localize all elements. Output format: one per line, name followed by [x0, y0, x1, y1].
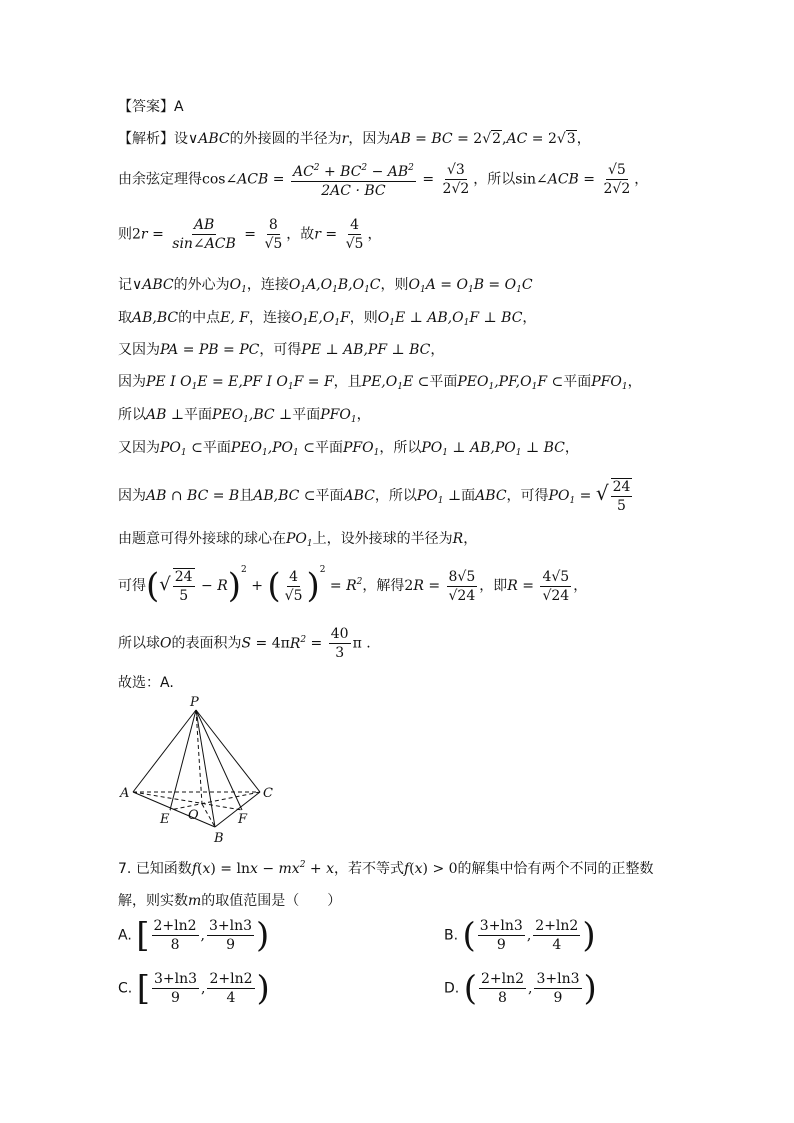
option-a[interactable]: A. [ $\frac{2+\ln 2}{8}$ , $\frac{3+\ln 3}{9}$ ) — [118, 915, 270, 956]
analysis-line-1: 【解析】设∨ABC的外接圆的半径为r，因为AB = BC = 2√2,AC = 2√3， — [118, 131, 591, 147]
den: 4 — [226, 990, 236, 1006]
text: 则 — [118, 226, 132, 243]
label-e: E — [160, 812, 170, 827]
text: ，因为 — [348, 131, 391, 147]
text: 平面 — [202, 440, 231, 456]
text: 面 — [461, 488, 476, 504]
text: 已知函数 — [135, 861, 192, 877]
analysis-line-10: 因为AB ∩ BC = B且AB,BC ⊂平面ABC，所以$PO_1$ ⊥面ABC，可得$PO_1$ = √ $\frac{24}{5}$ — [118, 479, 631, 514]
text: 的外心为 — [173, 277, 230, 293]
conclusion: 故选：A. — [118, 675, 174, 691]
option-letter: C. — [118, 980, 133, 997]
option-letter: D. — [444, 980, 460, 997]
text: 又因为 — [118, 342, 160, 358]
text: ，且 — [333, 374, 362, 390]
bracket: ) — [582, 915, 596, 956]
label-o: O — [188, 808, 199, 823]
text: 平面 — [314, 440, 343, 456]
text: 取 — [118, 310, 132, 326]
analysis-line-3: 则2r = $\frac{AB}{\text{sin∠ACB}}$ = $\frac{8}{√5}$ ，故r = $\frac{4}{√5}$ ， — [118, 217, 382, 252]
text: 由余弦定理得 — [118, 171, 202, 188]
option-d[interactable]: D. ( $\frac{2+\ln 2}{8}$ , $\frac{3+\ln 3}{9}$ ) — [444, 968, 597, 1009]
num: 2+ln2 — [535, 918, 579, 934]
math: r — [341, 131, 349, 147]
analysis-line-5: 取AB,BC的中点E, F，连接$O_1E,O_1F$，则$O_1E$ ⊥ $AB,O_1F$ ⊥ BC， — [118, 310, 537, 328]
num: 3+ln3 — [209, 918, 253, 934]
bracket: ) — [256, 915, 270, 956]
text: ，故 — [286, 226, 315, 243]
text: 因为 — [118, 488, 146, 504]
num: 2+ln2 — [209, 971, 253, 987]
text: 所以 — [118, 407, 146, 423]
answer-line — [118, 96, 184, 116]
text: 设 — [174, 131, 188, 147]
bracket: ( — [462, 915, 476, 956]
analysis-line-9: 又因为$PO_1$ ⊂平面$PEO_1,PO_1$ ⊂平面$PFO_1$，所以$PO_1$ ⊥ $AB,PO_1$ ⊥ BC， — [118, 440, 579, 458]
text: ，所以 — [374, 488, 417, 504]
text: 因为 — [118, 374, 146, 390]
text: ，所以 — [379, 440, 422, 456]
analysis-line-13: 所以球O的表面积为$S = 4\pi R^2$ = $\frac{40}{3}$ π . — [118, 626, 371, 661]
text: 上，设外接球的半径为 — [312, 531, 453, 547]
analysis-line-8: 所以AB ⊥平面$PEO_1,BC$ ⊥平面$PFO_1$， — [118, 407, 371, 425]
label-f: F — [238, 812, 248, 827]
option-c[interactable]: C. [ $\frac{3+\ln 3}{9}$ , $\frac{2+\ln 2}{4}$ ) — [118, 968, 270, 1009]
text: ，所以 — [473, 171, 516, 188]
text: 且 — [239, 488, 254, 504]
text: 平面 — [429, 374, 458, 390]
text: ，则 — [380, 277, 409, 293]
num: 3+ln3 — [536, 971, 580, 987]
text: 又因为 — [118, 440, 160, 456]
option-b[interactable]: B. ( $\frac{3+\ln 3}{9}$ , $\frac{2+\ln 2}{4}$ ) — [444, 915, 596, 956]
bracket: ) — [256, 968, 270, 1009]
text: 的表面积为 — [171, 635, 242, 652]
math: AB — [390, 131, 411, 147]
answer-label: 【答案】 — [118, 99, 174, 115]
text: ，则 — [349, 310, 378, 326]
bracket: ) — [583, 968, 597, 1009]
option-letter: A. — [118, 927, 132, 944]
text: ，若不等式 — [333, 861, 404, 877]
cos-fraction: $\frac{AC^2 + BC^2 - AB^2}{2AC \cdot BC}$ — [291, 160, 416, 199]
answer-value: A — [174, 99, 184, 115]
text: 的外接圆的半径为 — [229, 131, 342, 147]
bracket: [ — [136, 915, 150, 956]
num: 3+ln3 — [153, 971, 197, 987]
den: 9 — [171, 990, 180, 1006]
text: 平面 — [315, 488, 344, 504]
text: ，解得 — [362, 578, 405, 594]
label-p: P — [190, 695, 199, 710]
text: ，连接 — [246, 277, 289, 293]
text: 可得 — [118, 578, 146, 594]
question-line-2: 解，则实数m的取值范围是（ ） — [118, 893, 342, 909]
option-letter: B. — [444, 927, 459, 944]
edge-po — [196, 710, 202, 804]
text: 平面 — [184, 407, 213, 423]
num: 3+ln3 — [479, 918, 523, 934]
text: 解，则实数 — [118, 893, 188, 909]
math: ∨ABC — [188, 131, 230, 147]
text: 所以球 — [118, 635, 160, 652]
analysis-line-12: 可得(√ $\frac{24}{5}$ − R)$^2$ + ( $\frac{4}{√5}$ )$^2 = R^2$，解得2R = $\frac{8√5}{√24}$ ，即R = $\frac{4√5}{√24}$ ， — [118, 565, 588, 606]
num: 2+ln2 — [153, 918, 197, 934]
edge-pb — [196, 710, 215, 827]
edge-pa — [133, 710, 196, 792]
text: 的取值范围是（ ） — [201, 893, 342, 909]
label-b: B — [214, 831, 224, 842]
analysis-line-11: 由题意可得外接球的球心在$PO_1$上，设外接球的半径为R， — [118, 531, 478, 549]
edge-ce — [170, 792, 260, 810]
text: ，即 — [479, 578, 508, 594]
pyramid-figure — [110, 692, 290, 842]
edge-pe — [170, 710, 196, 810]
num: 2+ln2 — [480, 971, 524, 987]
bracket: [ — [136, 968, 150, 1009]
question-number: 7. — [118, 861, 132, 877]
analysis-label: 【解析】 — [118, 131, 174, 147]
label-c: C — [263, 786, 273, 801]
analysis-line-7: 因为PE I $O_1E = E,PF$ I $O_1F = F$，且$PE,O_1E$ ⊂平面$PEO_1,PF,O_1F$ ⊂平面$PFO_1$， — [118, 374, 642, 392]
analysis-line-2: 由余弦定理得cos∠ACB = $\frac{AC^2 + BC^2 - AB^2}{2AC \cdot BC}$ = $\frac{√3}{2√2}$ ，所以sin∠ACB = $\frac{√5}{2√2}$ ， — [118, 162, 649, 199]
den: 8 — [498, 990, 507, 1006]
den: 8 — [170, 937, 180, 953]
question-line-1: 7. 已知函数$f(x) = \ln x - mx^2 + x$，若不等式f(x) > 0的解集中恰有两个不同的正整数 — [118, 860, 654, 877]
text: ，可得 — [506, 488, 549, 504]
den: 9 — [496, 937, 506, 953]
text: ，连接 — [248, 310, 291, 326]
text: 平面 — [292, 407, 321, 423]
analysis-line-4: 记∨ABC的外心为$O_1$，连接$O_1A,O_1B,O_1C$，则$O_1A = O_1B = O_1C$ — [118, 277, 533, 295]
label-a: A — [120, 786, 130, 801]
text: 的中点 — [178, 310, 221, 326]
den: 9 — [226, 937, 235, 953]
bracket: ( — [463, 968, 477, 1009]
text: 记 — [118, 277, 132, 293]
den: 9 — [553, 990, 563, 1006]
text: ，可得 — [259, 342, 302, 358]
text: 由题意可得外接球的球心在 — [118, 531, 286, 547]
den: 4 — [552, 937, 562, 953]
text: 平面 — [563, 374, 592, 390]
analysis-line-6: 又因为PA = PB = PC，可得PE ⊥ AB,PF ⊥ BC， — [118, 342, 445, 358]
text: 的解集中恰有两个不同的正整数 — [457, 861, 654, 877]
